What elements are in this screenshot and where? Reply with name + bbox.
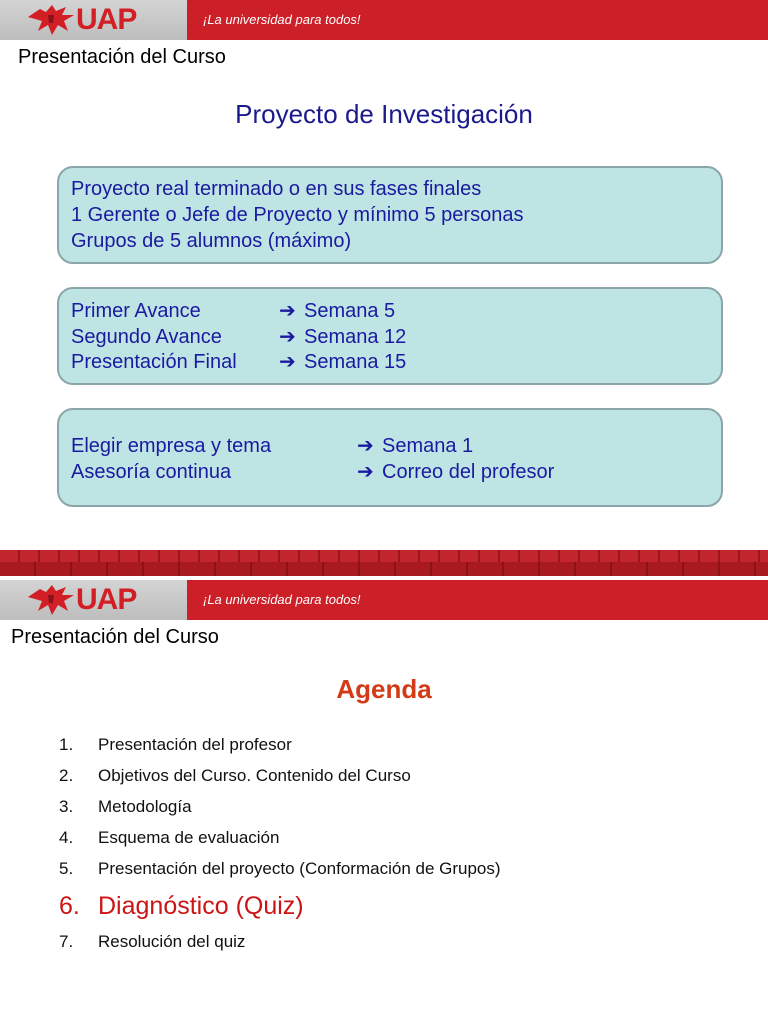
agenda-item-text: Resolución del quiz bbox=[98, 932, 246, 951]
arrow-right-icon: ➔ bbox=[279, 326, 296, 348]
schedule-label: Asesoría continua bbox=[71, 461, 232, 483]
milestone-value: Semana 12 bbox=[304, 326, 407, 348]
schedule-label: Elegir empresa y tema bbox=[71, 435, 272, 457]
schedule-box bbox=[57, 408, 723, 507]
agenda-item bbox=[0, 735, 768, 765]
milestone-label: Primer Avance bbox=[71, 300, 201, 322]
slide-agenda bbox=[0, 576, 768, 1024]
uap-logo-text: UAP bbox=[76, 3, 137, 36]
requirement-line: Grupos de 5 alumnos (máximo) bbox=[71, 230, 352, 252]
agenda-item-highlighted bbox=[0, 892, 768, 922]
slide-header bbox=[0, 0, 768, 40]
course-title: Presentación del Curso bbox=[11, 626, 219, 648]
schedule-value: Semana 1 bbox=[382, 435, 474, 457]
tagline: ¡La universidad para todos! bbox=[203, 12, 361, 27]
milestone-value: Semana 15 bbox=[304, 351, 407, 373]
agenda-item-number: 7. bbox=[59, 932, 74, 951]
agenda-item-number: 6. bbox=[59, 892, 80, 920]
milestones-box bbox=[57, 287, 723, 385]
slide-divider bbox=[0, 550, 768, 576]
requirement-line: 1 Gerente o Jefe de Proyecto y mínimo 5 personas bbox=[71, 204, 524, 226]
agenda-item-text: Objetivos del Curso. Contenido del Curso bbox=[98, 766, 411, 785]
slide-header bbox=[0, 580, 768, 620]
uap-logo-text: UAP bbox=[76, 583, 137, 616]
agenda-item-text: Metodología bbox=[98, 797, 192, 816]
agenda-item-number: 5. bbox=[59, 859, 74, 878]
requirements-box bbox=[57, 166, 723, 264]
tagline: ¡La universidad para todos! bbox=[203, 592, 361, 607]
agenda-item-number: 3. bbox=[59, 797, 74, 816]
agenda-title: Agenda bbox=[336, 674, 432, 704]
milestone-label: Segundo Avance bbox=[71, 326, 222, 348]
agenda-item bbox=[0, 932, 768, 962]
agenda-item bbox=[0, 859, 768, 889]
schedule-value: Correo del profesor bbox=[382, 461, 555, 483]
eagle-logo-icon bbox=[26, 583, 76, 617]
agenda-item-number: 4. bbox=[59, 828, 74, 847]
slide-title: Proyecto de Investigación bbox=[235, 99, 533, 129]
agenda-item bbox=[0, 828, 768, 858]
agenda-item-text: Diagnóstico (Quiz) bbox=[98, 892, 304, 920]
agenda-item-number: 2. bbox=[59, 766, 74, 785]
requirement-line: Proyecto real terminado o en sus fases finales bbox=[71, 178, 482, 200]
arrow-right-icon: ➔ bbox=[279, 351, 296, 373]
arrow-right-icon: ➔ bbox=[279, 300, 296, 322]
agenda-item-text: Presentación del profesor bbox=[98, 735, 292, 754]
agenda-item bbox=[0, 797, 768, 827]
arrow-right-icon: ➔ bbox=[357, 461, 374, 483]
eagle-logo-icon bbox=[26, 3, 76, 37]
milestone-value: Semana 5 bbox=[304, 300, 396, 322]
uap-logo bbox=[0, 0, 187, 40]
agenda-item-number: 1. bbox=[59, 735, 74, 754]
agenda-item-text: Presentación del proyecto (Conformación de Grupos) bbox=[98, 859, 501, 878]
agenda-item-text: Esquema de evaluación bbox=[98, 828, 280, 847]
course-title: Presentación del Curso bbox=[18, 46, 226, 68]
uap-logo bbox=[0, 580, 187, 620]
agenda-item bbox=[0, 766, 768, 796]
arrow-right-icon: ➔ bbox=[357, 435, 374, 457]
milestone-label: Presentación Final bbox=[71, 351, 237, 373]
